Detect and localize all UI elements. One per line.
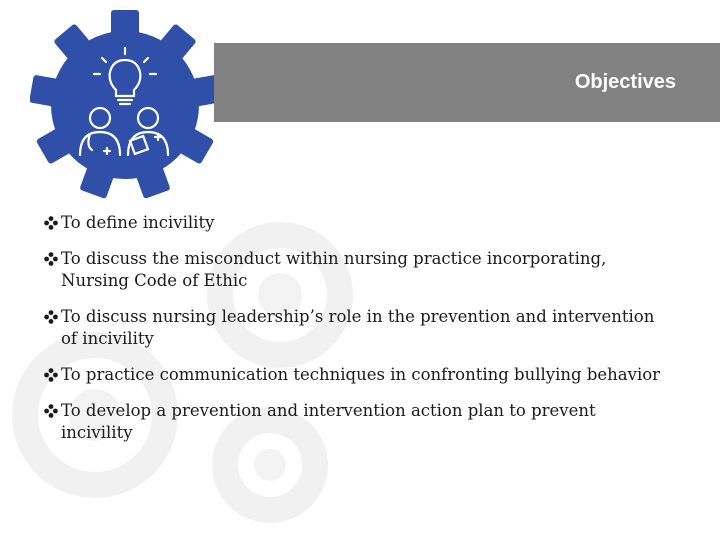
objective-item	[44, 400, 694, 444]
objective-item	[44, 306, 694, 350]
objective-line: To develop a prevention and intervention action plan to prevent	[61, 401, 596, 420]
diamond-bullet-icon	[44, 252, 58, 266]
diamond-bullet-icon	[44, 216, 58, 230]
objective-line-continued: Nursing Code of Ethic	[61, 271, 248, 290]
diamond-bullet-icon	[44, 310, 58, 324]
objective-item	[44, 248, 694, 292]
objective-item	[44, 364, 694, 386]
diamond-bullet-icon	[44, 404, 58, 418]
objectives-list	[44, 212, 694, 458]
objective-line: To discuss the misconduct within nursing practice incorporating,	[61, 249, 607, 268]
gear-lightbulb-doctors-icon	[30, 10, 220, 200]
objective-line: To practice communication techniques in confronting bullying behavior	[61, 365, 661, 384]
objective-line-continued: of incivility	[61, 329, 154, 348]
objective-item	[44, 212, 694, 234]
objective-line: To discuss nursing leadership’s role in the prevention and intervention	[61, 307, 655, 326]
slide-title: Objectives	[574, 71, 676, 93]
title-bar	[214, 43, 720, 122]
diamond-bullet-icon	[44, 368, 58, 382]
objective-line: To define incivility	[61, 213, 215, 232]
objective-line-continued: incivility	[61, 423, 133, 442]
